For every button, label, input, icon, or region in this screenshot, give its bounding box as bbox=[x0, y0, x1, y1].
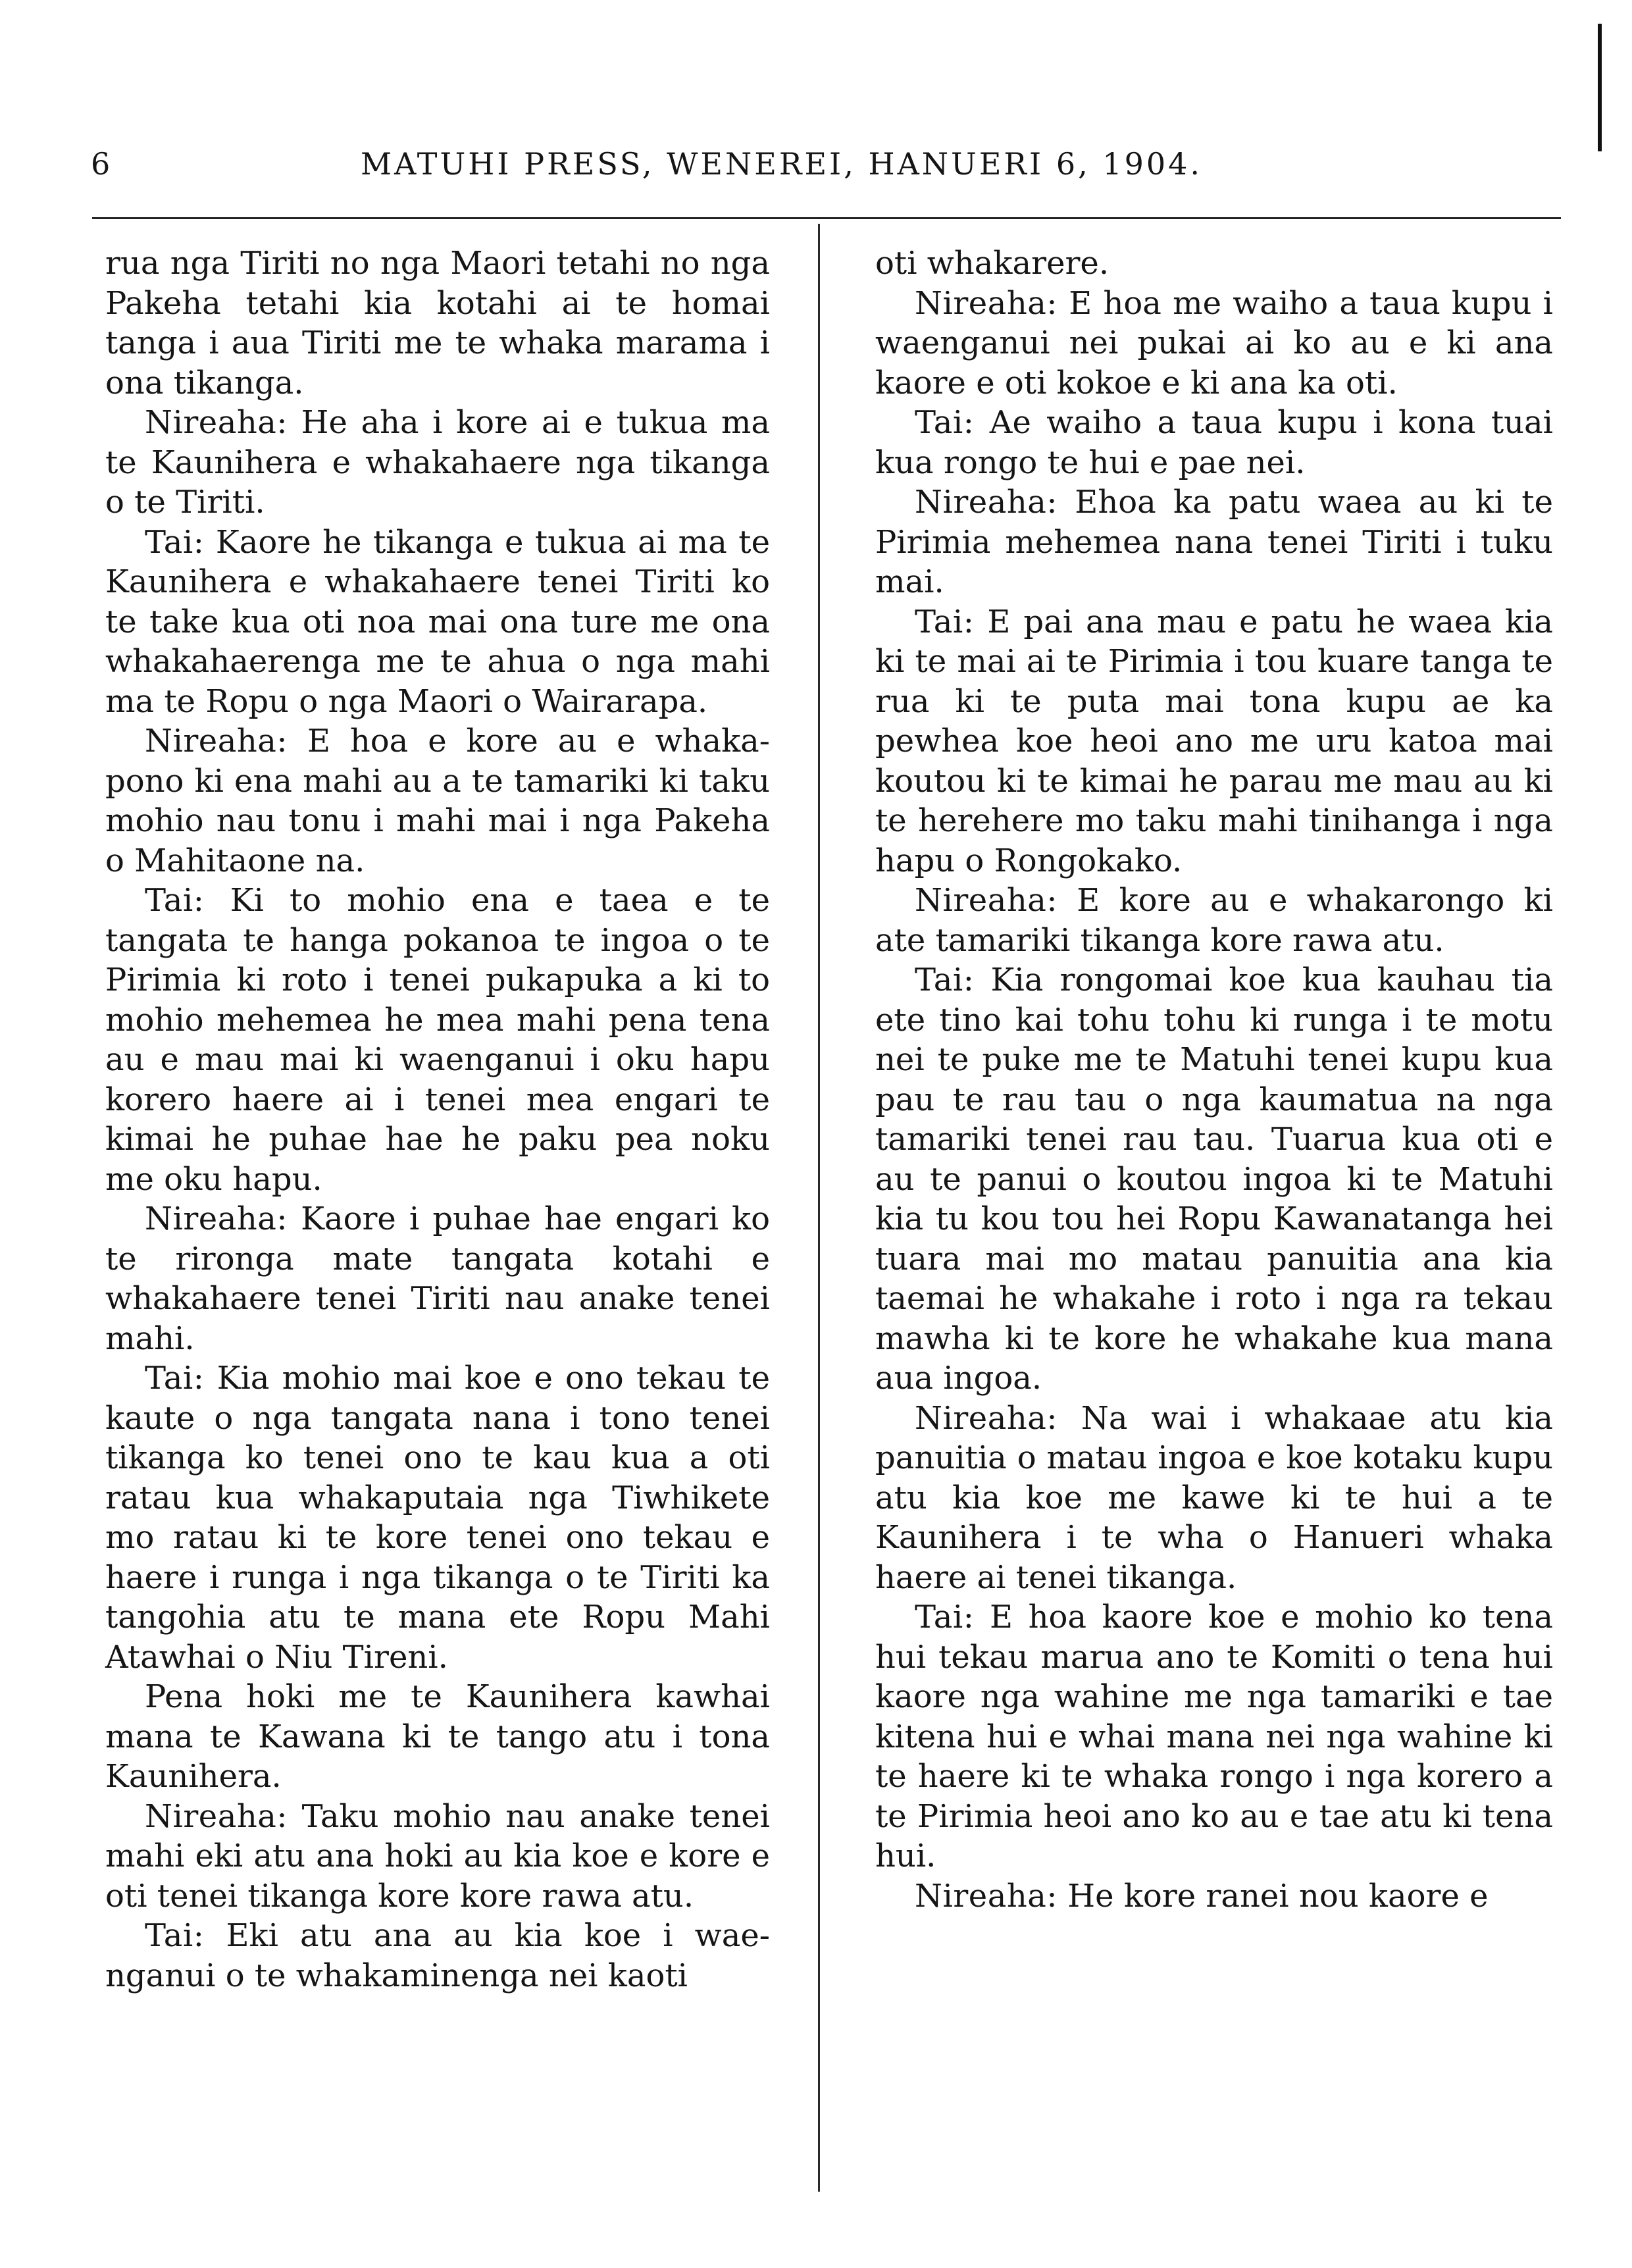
paragraph bbox=[105, 403, 770, 523]
paragraph-text: Kaore i puhae hae engari ko te rironga mate tangata kotahi e whakahaere tenei Tiriti nau anake tenei mahi. bbox=[105, 1200, 770, 1357]
paragraph bbox=[105, 881, 770, 1199]
right-column bbox=[875, 244, 1553, 1916]
paragraph bbox=[105, 523, 770, 722]
right-edge-rule bbox=[1598, 24, 1602, 151]
paragraph bbox=[105, 1916, 770, 1996]
paragraph-text: He kore ranei nou kaore e bbox=[1067, 1877, 1489, 1915]
speaker-label: Tai: bbox=[145, 882, 205, 919]
paragraph-text: E pai ana mau e patu he waea kia ki te mai ai te Pirimia i tou kuare tanga te rua ki te puta mai tona kupu ae ka pewhea koe heoi ano me uru katoa mai koutou ki te kimai he parau me mau au ki te herehere mo taku mahi tinihanga i nga hapu o Rongokako. bbox=[875, 603, 1553, 879]
left-column bbox=[105, 244, 770, 1996]
paragraph bbox=[875, 284, 1553, 403]
speaker-label: Tai: bbox=[915, 404, 975, 441]
paragraph bbox=[875, 1876, 1553, 1917]
paragraph bbox=[875, 602, 1553, 881]
paragraph bbox=[875, 960, 1553, 1399]
speaker-label: Nireaha: bbox=[915, 1399, 1058, 1437]
paragraph bbox=[105, 1199, 770, 1358]
speaker-label: Nireaha: bbox=[915, 882, 1058, 919]
paragraph-text: rua nga Tiriti no nga Maori tetahi no nga Pakeha tetahi kia kotahi ai te homai tanga i aua Tiriti me te whaka marama i ona tikanga. bbox=[105, 245, 770, 401]
speaker-label: Nireaha: bbox=[915, 284, 1058, 322]
speaker-label: Tai: bbox=[915, 1599, 975, 1636]
page-number: 6 bbox=[91, 146, 111, 182]
paragraph-text: E hoa e kore au e whakapono ki ena mahi au a te tamariki ki taku mohio nau tonu i mahi mai i nga Pakeha o Mahitaone na. bbox=[105, 723, 771, 879]
speaker-label: Tai: bbox=[915, 962, 975, 998]
speaker-label: Nireaha: bbox=[145, 723, 288, 760]
speaker-label: Nireaha: bbox=[145, 1797, 288, 1835]
paragraph-text: E hoa me waiho a taua kupu i waenganui nei pukai ai ko au e ki ana kaore e oti kokoe e ki ana ka oti. bbox=[875, 284, 1554, 401]
paragraph bbox=[105, 721, 770, 881]
paragraph bbox=[875, 482, 1553, 602]
paragraph bbox=[875, 403, 1553, 482]
page-header bbox=[91, 146, 1558, 192]
speaker-label: Tai: bbox=[915, 603, 975, 640]
speaker-label: Tai: bbox=[145, 1917, 205, 1954]
running-head: MATUHI PRESS, WENEREI, HANUERI 6, 1904. bbox=[361, 146, 1203, 182]
paragraph-text: Kia mohio mai koe e ono tekau te kaute o nga tangata nana i tono tenei tikanga ko tenei ono te kau kua a oti ratau kua whakaputaia nga Tiwhikete mo ratau ki te kore tenei ono tekau e haere i runga i nga tikanga o te Tiriti ka tangohia atu te mana ete Ropu Mahi Atawhai o Niu Tireni. bbox=[105, 1360, 770, 1676]
column-divider bbox=[818, 224, 820, 2192]
paragraph-text: E hoa kaore koe e mohio ko tena hui tekau marua ano te Komiti o tena hui kaore nga wahine me nga tamariki e tae kitena hui e whai mana nei nga wahine ki te haere ki te whaka rongo i nga korero a te Pirimia heoi ano ko au e tae atu ki tena hui. bbox=[875, 1599, 1554, 1874]
paragraph bbox=[105, 244, 770, 403]
paragraph-text: Na wai i whakaae atu kia panuitia o matau ingoa e koe kotaku kupu atu kia koe me kawe ki te hui a te Kaunihera i te wha o Hanueri whaka haere ai tenei tikanga. bbox=[875, 1399, 1554, 1596]
paragraph-text: Kaore he tikanga e tukua ai ma te Kaunihera e whakahaere tenei Tiriti ko te take kua oti noa mai ona ture me ona whakahaerenga me te ahua o nga mahi ma te Ropu o nga Maori o Wairarapa. bbox=[105, 523, 770, 720]
paragraph bbox=[875, 1597, 1553, 1876]
paragraph bbox=[105, 1358, 770, 1677]
paragraph bbox=[105, 1677, 770, 1797]
paragraph-text: E kore au e whakarongo ki ate tamariki tikanga kore rawa atu. bbox=[875, 882, 1553, 959]
paragraph-text: Kia rongomai koe kua kauhau tia ete tino kai tohu tohu ki runga i te motu nei te puke me te Matuhi tenei kupu kua pau te rau tau o nga kaumatua na nga tamariki tenei rau tau. Tuarua kua oti e au te panui o koutou ingoa ki te Matuhi kia tu kou tou hei Ropu Kawanatanga hei tuara mai mo matau panuitia ana kia taemai he whakahe i roto i nga ra tekau mawha ki te kore he whakahe kua mana aua ingoa. bbox=[875, 962, 1553, 1397]
speaker-label: Nireaha: bbox=[145, 404, 288, 441]
paragraph bbox=[875, 881, 1553, 960]
paragraph-text: Ki to mohio ena e taea e te tangata te hanga pokanoa te ingoa o te Pirimia ki roto i tenei pukapuka a ki to mohio mehemea he mea mahi pena tena au e mau mai ki waenganui i oku hapu korero haere ai i tenei mea engari te kimai he puhae hae he paku pea noku me oku hapu. bbox=[105, 882, 770, 1198]
paragraph-text: Eki atu ana au kia koe i waenganui o te whakaminenga nei kaoti bbox=[105, 1917, 770, 1994]
paragraph-text: Pena hoki me te Kaunihera kawhai mana te Kawana ki te tango atu i tona Kaunihera. bbox=[105, 1678, 770, 1795]
paragraph bbox=[875, 1399, 1553, 1598]
speaker-label: Tai: bbox=[145, 1360, 205, 1397]
paragraph-text: Taku mohio nau anake tenei mahi eki atu ana hoki au kia koe e kore e oti tenei tikanga kore kore rawa atu. bbox=[105, 1797, 770, 1915]
paragraph-text: Ae waiho a taua kupu i kona tuai kua rongo te hui e pae nei. bbox=[875, 404, 1553, 481]
paragraph-text: Ehoa ka patu waea au ki te Pirimia mehemea nana tenei Tiriti i tuku mai. bbox=[875, 484, 1553, 600]
speaker-label: Nireaha: bbox=[145, 1200, 288, 1237]
header-rule bbox=[92, 217, 1561, 219]
paragraph bbox=[875, 244, 1553, 284]
paragraph-text: He aha i kore ai e tukua ma te Kaunihera e whakahaere nga tikanga o te Tiriti. bbox=[105, 404, 771, 521]
paragraph bbox=[105, 1797, 770, 1917]
speaker-label: Nireaha: bbox=[915, 1877, 1058, 1915]
speaker-label: Tai: bbox=[145, 523, 205, 561]
speaker-label: Nireaha: bbox=[915, 484, 1058, 521]
paragraph-text: oti whakarere. bbox=[875, 245, 1109, 282]
